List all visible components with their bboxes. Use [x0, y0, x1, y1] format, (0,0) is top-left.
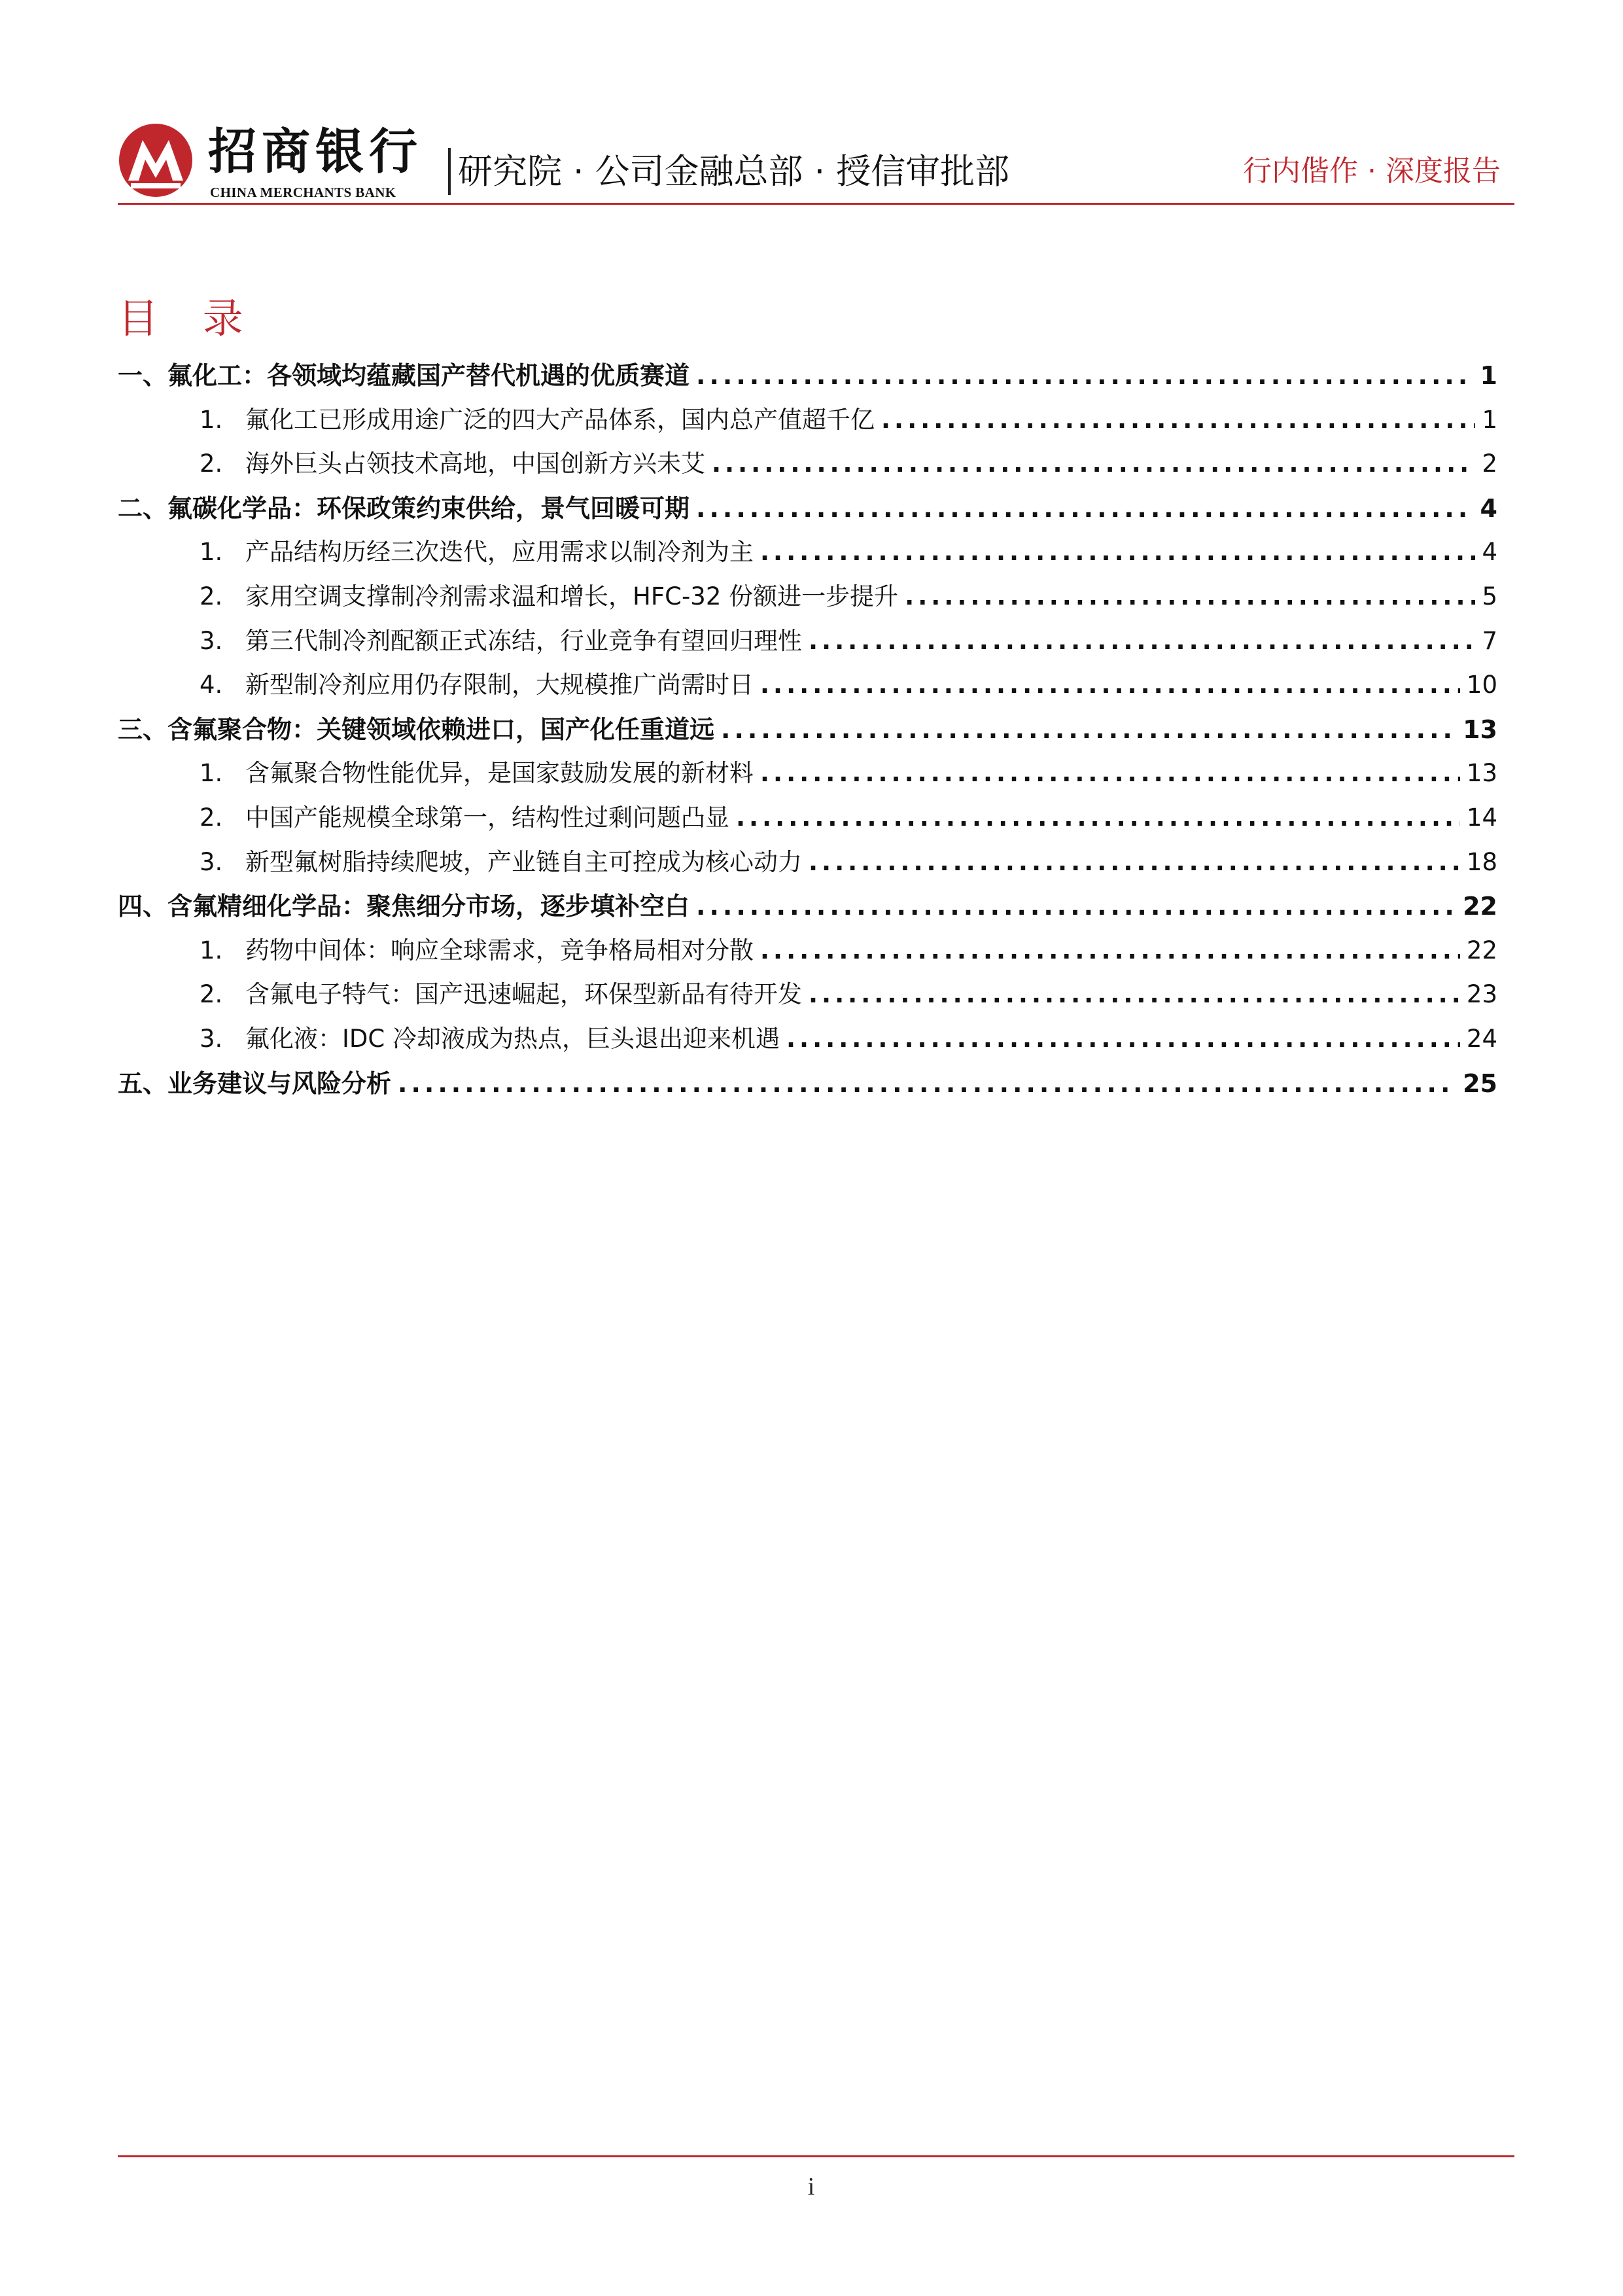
toc-dot-leader — [712, 442, 1475, 486]
toc-subsection-link[interactable] — [200, 398, 1497, 442]
toc-entry-number: 1. — [200, 405, 223, 434]
toc-entry-number: 4. — [200, 671, 223, 699]
toc-entry-title: 二、氟碳化学品：环保政策约束供给，景气回暖可期 — [118, 493, 690, 523]
toc-entry-page: 23 — [1466, 980, 1497, 1009]
page-number: i — [807, 2173, 815, 2200]
toc-entry-number: 1. — [200, 759, 223, 788]
toc-subsection-link[interactable] — [200, 442, 1497, 486]
toc-entry-number: 2. — [200, 582, 223, 610]
toc-entry-title: 三、含氟聚合物：关键领域依赖进口，国产化任重道远 — [118, 715, 715, 744]
toc-dot-leader — [905, 574, 1475, 619]
toc-entry-title: 四、含氟精细化学品：聚焦细分市场，逐步填补空白 — [118, 892, 690, 921]
toc-entry-page: 25 — [1463, 1069, 1497, 1098]
toc-subsection-link[interactable] — [200, 574, 1497, 619]
toc-entry-number: 3. — [200, 1025, 223, 1053]
toc-entry-title: 含氟聚合物性能优异，是国家鼓励发展的新材料 — [245, 759, 754, 788]
toc-subsection-link[interactable] — [200, 751, 1497, 796]
toc-entry-page: 22 — [1466, 936, 1497, 964]
bank-name-cn: 招商银行 — [208, 124, 423, 180]
toc-entry-title: 中国产能规模全球第一，结构性过剩问题凸显 — [245, 804, 729, 832]
toc-subsection-link[interactable] — [200, 796, 1497, 840]
toc-section-link[interactable] — [118, 884, 1497, 928]
toc-dot-leader — [809, 840, 1460, 885]
toc-entry-title: 药物中间体：响应全球需求，竞争格局相对分散 — [245, 936, 754, 964]
toc-section-link[interactable] — [118, 707, 1497, 752]
toc-entry-title: 含氟电子特气：国产迅速崛起，环保型新品有待开发 — [245, 980, 802, 1009]
toc-entry-number: 3. — [200, 626, 223, 655]
toc-entry-title: 氟化液：IDC 冷却液成为热点，巨头退出迎来机遇 — [245, 1025, 780, 1053]
toc-entry-number: 2. — [200, 980, 223, 1009]
toc-entry-number: 3. — [200, 847, 223, 876]
toc-entry-page: 22 — [1463, 892, 1497, 921]
toc-dot-leader — [721, 707, 1456, 752]
toc-entry-title: 家用空调支撑制冷剂需求温和增长，HFC-32 份额进一步提升 — [245, 582, 899, 610]
toc-dot-leader — [398, 1061, 1456, 1106]
toc-entry-page: 4 — [1482, 538, 1497, 567]
toc-subsection-link[interactable] — [200, 840, 1497, 885]
toc-entry-page: 1 — [1482, 405, 1497, 434]
toc-entry-title: 产品结构历经三次迭代，应用需求以制冷剂为主 — [245, 538, 754, 567]
toc-dot-leader — [786, 1017, 1460, 1061]
toc-dot-leader — [736, 796, 1460, 840]
toc-subsection-link[interactable] — [200, 972, 1497, 1017]
toc-entry-number: 1. — [200, 538, 223, 567]
toc-dot-leader — [696, 884, 1456, 928]
toc-entry-title: 五、业务建议与风险分析 — [118, 1069, 392, 1098]
toc-subsection-link[interactable] — [200, 1017, 1497, 1061]
toc-dot-leader — [760, 530, 1475, 574]
toc-dot-leader — [809, 972, 1460, 1017]
toc-subsection-link[interactable] — [200, 530, 1497, 574]
page-header — [0, 0, 1623, 209]
toc-entry-page: 14 — [1466, 804, 1497, 832]
toc-entry-title: 新型制冷剂应用仍存限制，大规模推广尚需时日 — [245, 671, 754, 699]
toc-entry-page: 4 — [1480, 493, 1497, 523]
toc-dot-leader — [760, 751, 1460, 796]
toc-dot-leader — [760, 663, 1460, 707]
toc-entry-title: 第三代制冷剂配额正式冻结，行业竞争有望回归理性 — [245, 626, 802, 655]
toc-entry-page: 5 — [1482, 582, 1497, 610]
toc-entry-number: 2. — [200, 804, 223, 832]
toc-entry-title: 新型氟树脂持续爬坡，产业链自主可控成为核心动力 — [245, 847, 802, 876]
toc-dot-leader — [696, 353, 1474, 398]
toc-subsection-link[interactable] — [200, 928, 1497, 973]
toc-entry-title: 氟化工已形成用途广泛的四大产品体系，国内总产值超千亿 — [245, 405, 875, 434]
toc-entry-page: 18 — [1466, 847, 1497, 876]
header-rule — [118, 203, 1514, 205]
header-divider — [448, 148, 451, 195]
toc-dot-leader — [760, 928, 1460, 973]
toc-section-link[interactable] — [118, 1061, 1497, 1106]
toc-entry-number: 1. — [200, 936, 223, 964]
toc-entry-title: 海外巨头占领技术高地，中国创新方兴未艾 — [245, 450, 705, 478]
toc-entry-page: 13 — [1463, 715, 1497, 744]
toc-entry-title: 一、氟化工：各领域均蕴藏国产替代机遇的优质赛道 — [118, 361, 690, 390]
toc-entry-page: 2 — [1482, 450, 1497, 478]
toc-entry-page: 13 — [1466, 759, 1497, 788]
toc-title: 目 录 — [118, 294, 259, 342]
toc-entry-page: 1 — [1480, 361, 1497, 390]
toc-subsection-link[interactable] — [200, 619, 1497, 663]
cmb-logo-icon — [116, 120, 195, 200]
document-type: 行内偕作 · 深度报告 — [1243, 154, 1501, 188]
toc-section-link[interactable] — [118, 486, 1497, 531]
footer-rule — [118, 2155, 1514, 2157]
toc-dot-leader — [696, 486, 1474, 531]
toc-dot-leader — [881, 398, 1475, 442]
toc-entry-page: 10 — [1466, 671, 1497, 699]
toc-subsection-link[interactable] — [200, 663, 1497, 707]
bank-name-en: CHINA MERCHANTS BANK — [210, 185, 396, 200]
toc-entry-page: 7 — [1482, 626, 1497, 655]
department-line: 研究院 · 公司金融总部 · 授信审批部 — [458, 152, 1010, 192]
toc-dot-leader — [809, 619, 1475, 663]
toc-entry-page: 24 — [1466, 1025, 1497, 1053]
toc-section-link[interactable] — [118, 353, 1497, 398]
toc-entry-number: 2. — [200, 450, 223, 478]
